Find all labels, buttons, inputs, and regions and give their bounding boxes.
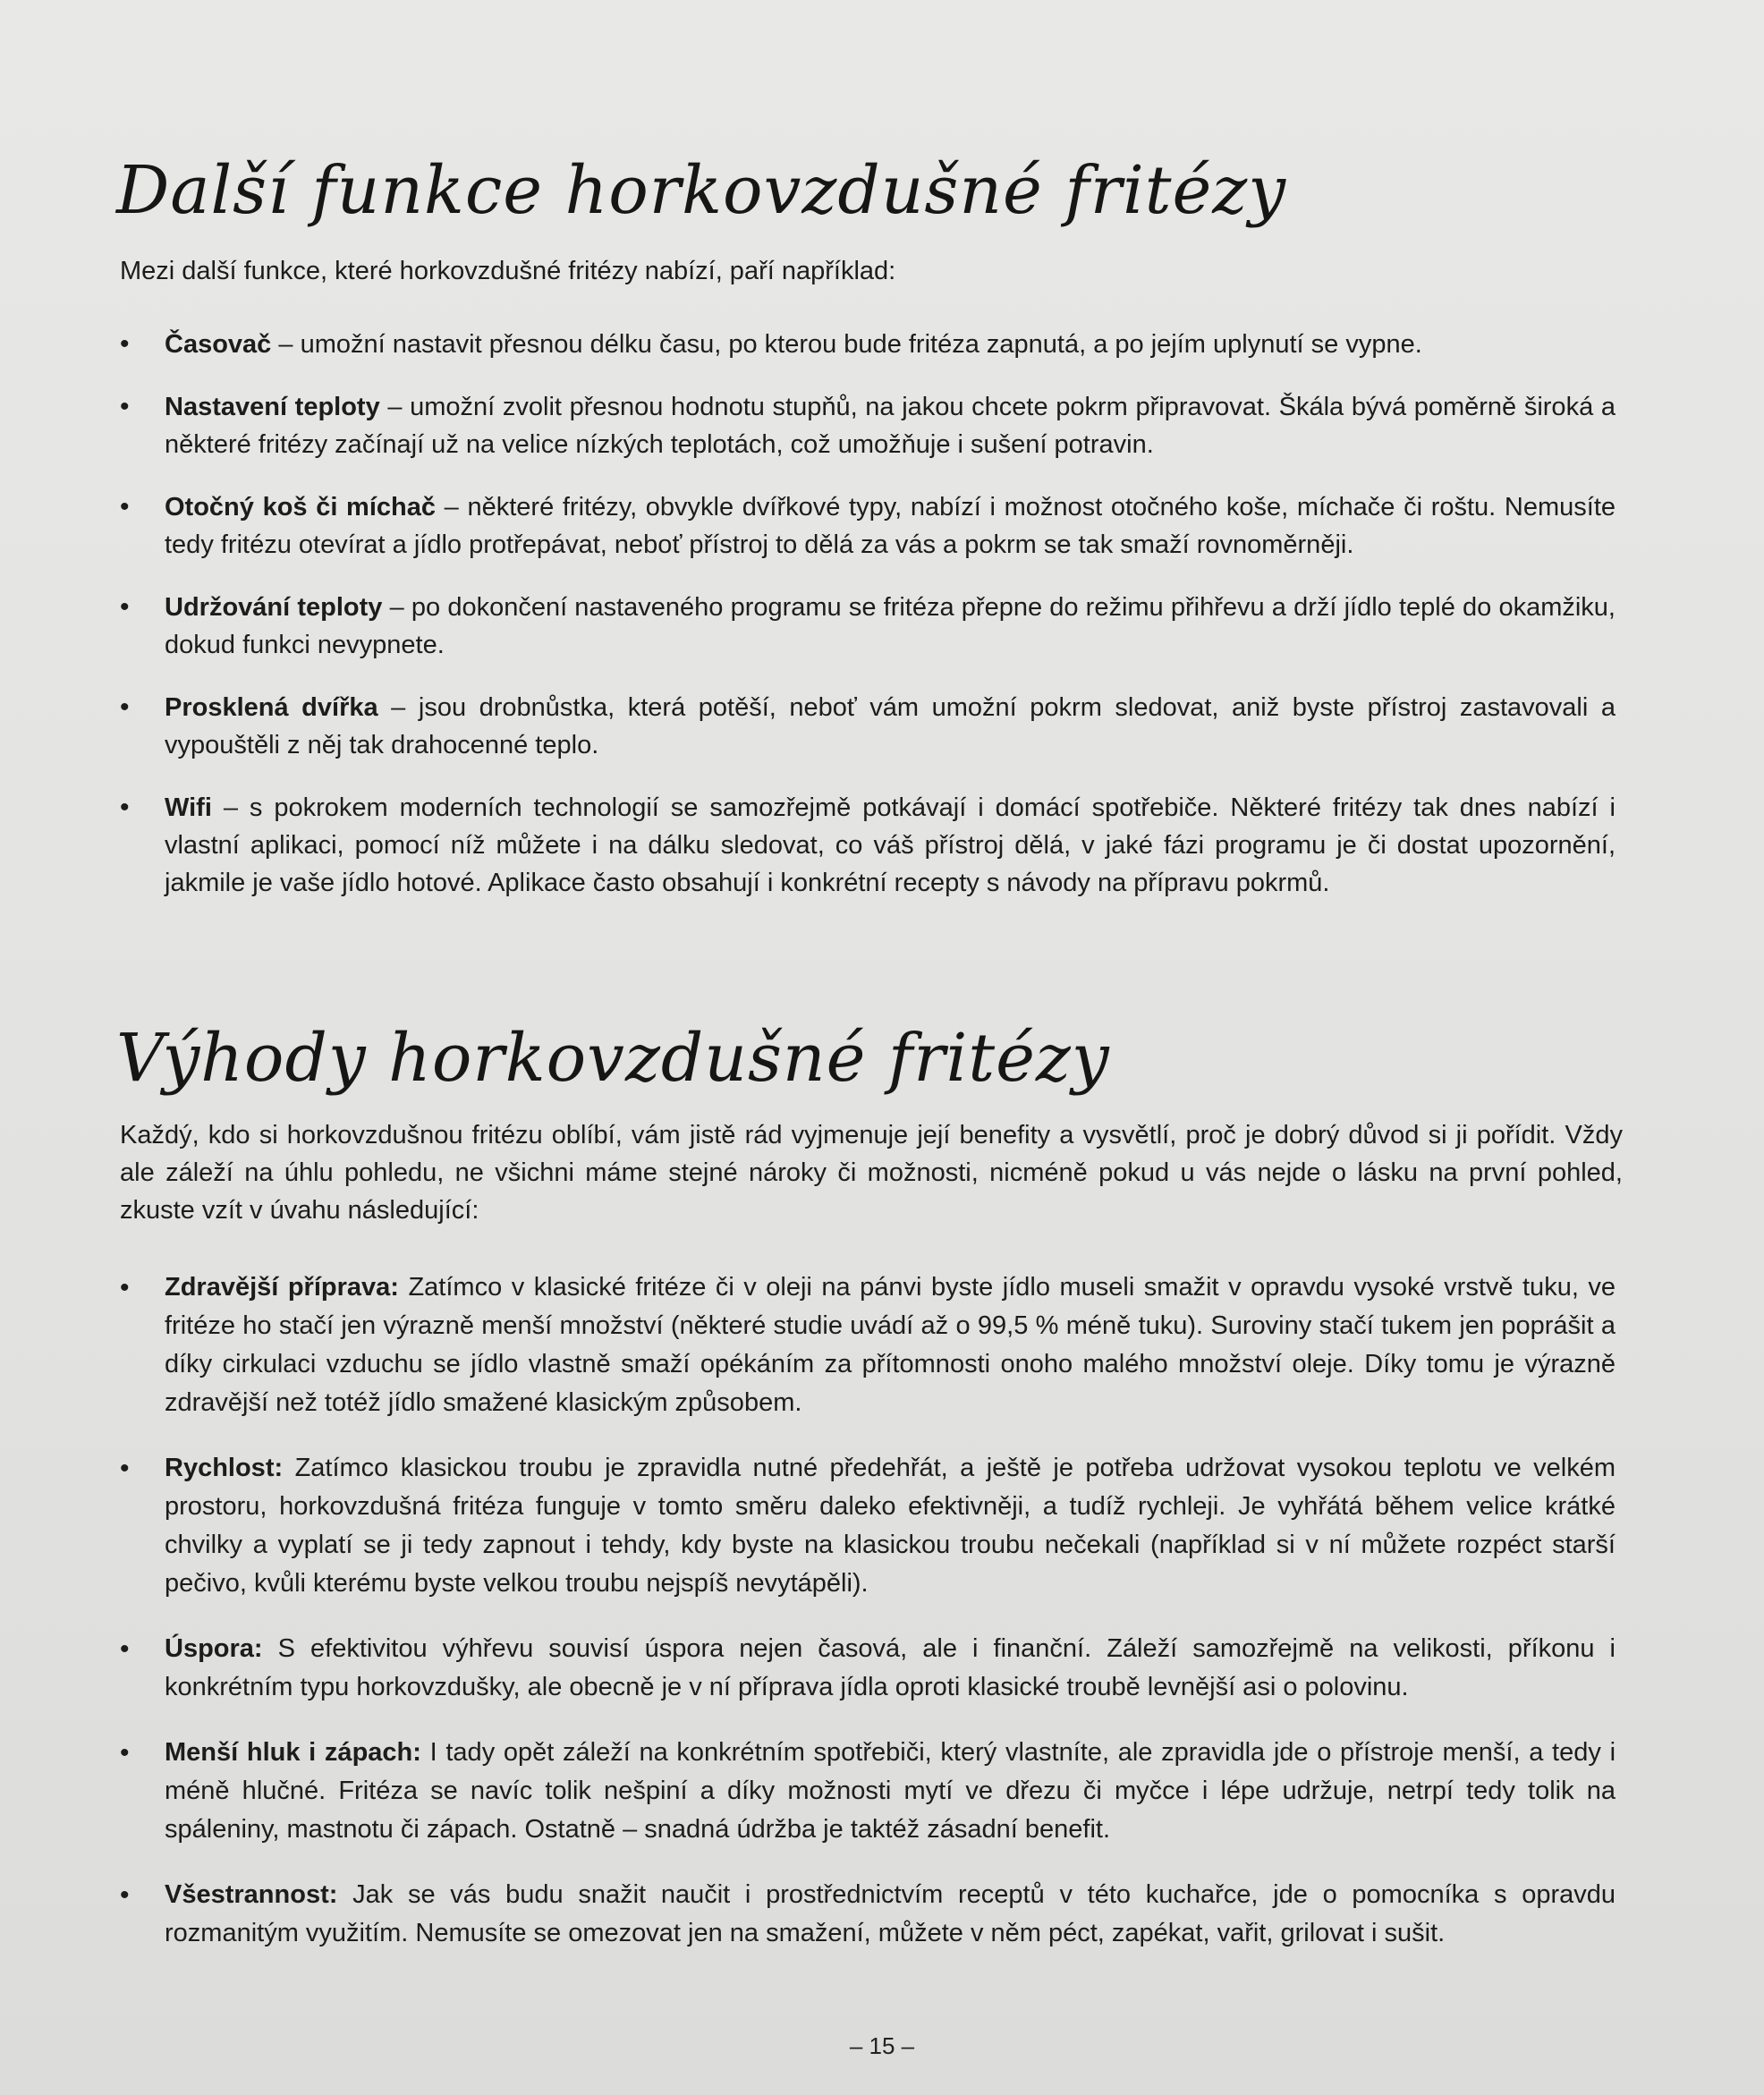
section-intro-benefits: Každý, kdo si horkovzdušnou fritézu oblíbí, vám jistě rád vyjmenuje její benefity a vysvětlí, proč je dobrý důvod si ji pořídit. Vždy ale záleží na úhlu pohledu, ne všichni máme stejné nároky či možnosti, nicméně pokud u vás nejde o lásku na první pohled, zkuste vzít v úvahu následující:	[120, 1121, 1623, 1225]
section-intro-functions: Mezi další funkce, které horkovzdušné fritézy nabízí, paří například:	[120, 257, 896, 285]
item-term: Zdravější příprava:	[165, 1273, 399, 1302]
list-item	[120, 1449, 1616, 1603]
list-item	[120, 388, 1616, 463]
item-separator: –	[382, 593, 411, 622]
item-separator: –	[377, 693, 419, 722]
list-item	[120, 789, 1616, 902]
page-number: – 15 –	[849, 2032, 915, 2059]
item-separator	[399, 1273, 409, 1302]
item-term: Všestrannost:	[165, 1880, 338, 1909]
item-term: Wifi	[165, 793, 212, 822]
list-item	[120, 589, 1616, 664]
list-item	[120, 1734, 1616, 1849]
item-term: Otočný koš či míchač	[165, 493, 437, 522]
item-term: Úspora:	[165, 1634, 263, 1663]
list-item	[120, 488, 1616, 564]
item-separator	[263, 1634, 278, 1663]
item-text: I tady opět záleží na konkrétním spotřebiči, který vlastníte, ale zpravidla jde o přístroje menší, a tedy i méně hlučné. Fritéza se navíc tolik nešpiní a díky možnosti mytí ve dřezu či myčce i lépe udržuje, netrpí tedy tolik na spáleniny, mastnotu či zápach. Ostatně – snadná údržba je taktéž zásadní benefit.	[165, 1738, 1616, 1844]
item-text: S efektivitou výhřevu souvisí úspora nejen časová, ale i finanční. Záleží samozřejmě na velikosti, příkonu i konkrétním typu horkovzdušky, ale obecně je v ní příprava jídla oproti klasické troubě levnější asi o polovinu.	[165, 1634, 1616, 1701]
benefits-list	[120, 1268, 1616, 1980]
list-item	[120, 326, 1616, 363]
item-term: Prosklená dvířka	[165, 693, 378, 722]
item-term: Udržování teploty	[165, 593, 383, 622]
item-term: Menší hluk i zápach:	[165, 1738, 421, 1767]
item-text: některé fritézy, obvykle dvířkové typy, nabízí i možnost otočného koše, míchače či roštu. Nemusíte tedy fritézu otevírat a jídlo protřepávat, neboť přístroj to dělá za vás a pokrm se tak smaží rovnoměrněji.	[165, 493, 1616, 559]
item-text: jsou drobnůstka, která potěší, neboť vám umožní pokrm sledovat, aniž byste přístroj zastavovali a vypouštěli z něj tak drahocenné teplo.	[165, 693, 1616, 759]
item-separator: –	[379, 393, 411, 421]
item-term: Časovač	[165, 330, 272, 359]
item-text: Zatímco v klasické fritéze či v oleji na pánvi byste jídlo museli smažit v opravdu vysoké vrstvě tuku, ve fritéze ho stačí jen výrazně menší množství (některé studie uvádí až o 99,5 % méně tuku). Suroviny stačí tukem jen poprášit a díky cirkulaci vzduchu se jídlo vlastně smaží opékáním za přítomnosti onoho malého množství oleje. Díky tomu je výrazně zdravější než totéž jídlo smažené klasickým způsobem.	[165, 1273, 1616, 1417]
item-term: Rychlost:	[165, 1454, 284, 1482]
item-text: Zatímco klasickou troubu je zpravidla nutné předehřát, a ještě je potřeba udržovat vysokou teplotu ve velkém prostoru, horkovzdušná fritéza funguje v tomto směru daleko efektivněji, a tudíž rychleji. Je vyhřátá během velice krátké chvilky a vyplatí se ji tedy zapnout i tehdy, kdy byste na klasickou troubu nečekali (například si v ní můžete rozpéct starší pečivo, kvůli kterému byste velkou troubu nejspíš nevytápěli).	[165, 1454, 1616, 1598]
item-separator: –	[211, 793, 250, 822]
item-separator: –	[271, 330, 301, 359]
list-item	[120, 1876, 1616, 1953]
item-text: umožní zvolit přesnou hodnotu stupňů, na jakou chcete pokrm připravovat. Škála bývá poměrně široká a některé fritézy začínají už na velice nízkých teplotách, což umožňuje i sušení potravin.	[165, 393, 1616, 459]
functions-list	[120, 326, 1616, 927]
item-text: po dokončení nastaveného programu se fritéza přepne do režimu přihřevu a drží jídlo teplé do okamžiku, dokud funkci nevypnete.	[165, 593, 1616, 659]
list-item	[120, 1630, 1616, 1707]
section-title-benefits: Výhody horkovzdušné fritézy	[116, 1020, 1110, 1097]
item-text: umožní nastavit přesnou délku času, po kterou bude fritéza zapnutá, a po jejím uplynutí se vypne.	[300, 330, 1422, 359]
section-title-functions: Další funkce horkovzdušné fritézy	[116, 152, 1287, 229]
item-separator	[283, 1454, 294, 1482]
item-text: s pokrokem moderních technologií se samozřejmě potkávají i domácí spotřebiče. Některé fritézy tak dnes nabízí i vlastní aplikaci, pomocí níž můžete i na dálku sledovat, co váš přístroj dělá, v jaké fázi programu je či dostat upozornění, jakmile je vaše jídlo hotové. Aplikace často obsahují i konkrétní recepty s návody na přípravu pokrmů.	[165, 793, 1616, 897]
item-separator	[337, 1880, 352, 1909]
item-separator	[421, 1738, 430, 1767]
list-item	[120, 689, 1616, 764]
list-item	[120, 1268, 1616, 1422]
item-text: Jak se vás budu snažit naučit i prostřednictvím receptů v této kuchařce, jde o pomocníka s opravdu rozmanitým využitím. Nemusíte se omezovat jen na smažení, můžete v něm péct, zapékat, vařit, grilovat i sušit.	[165, 1880, 1616, 1947]
item-separator: –	[436, 493, 468, 522]
item-term: Nastavení teploty	[165, 393, 380, 421]
